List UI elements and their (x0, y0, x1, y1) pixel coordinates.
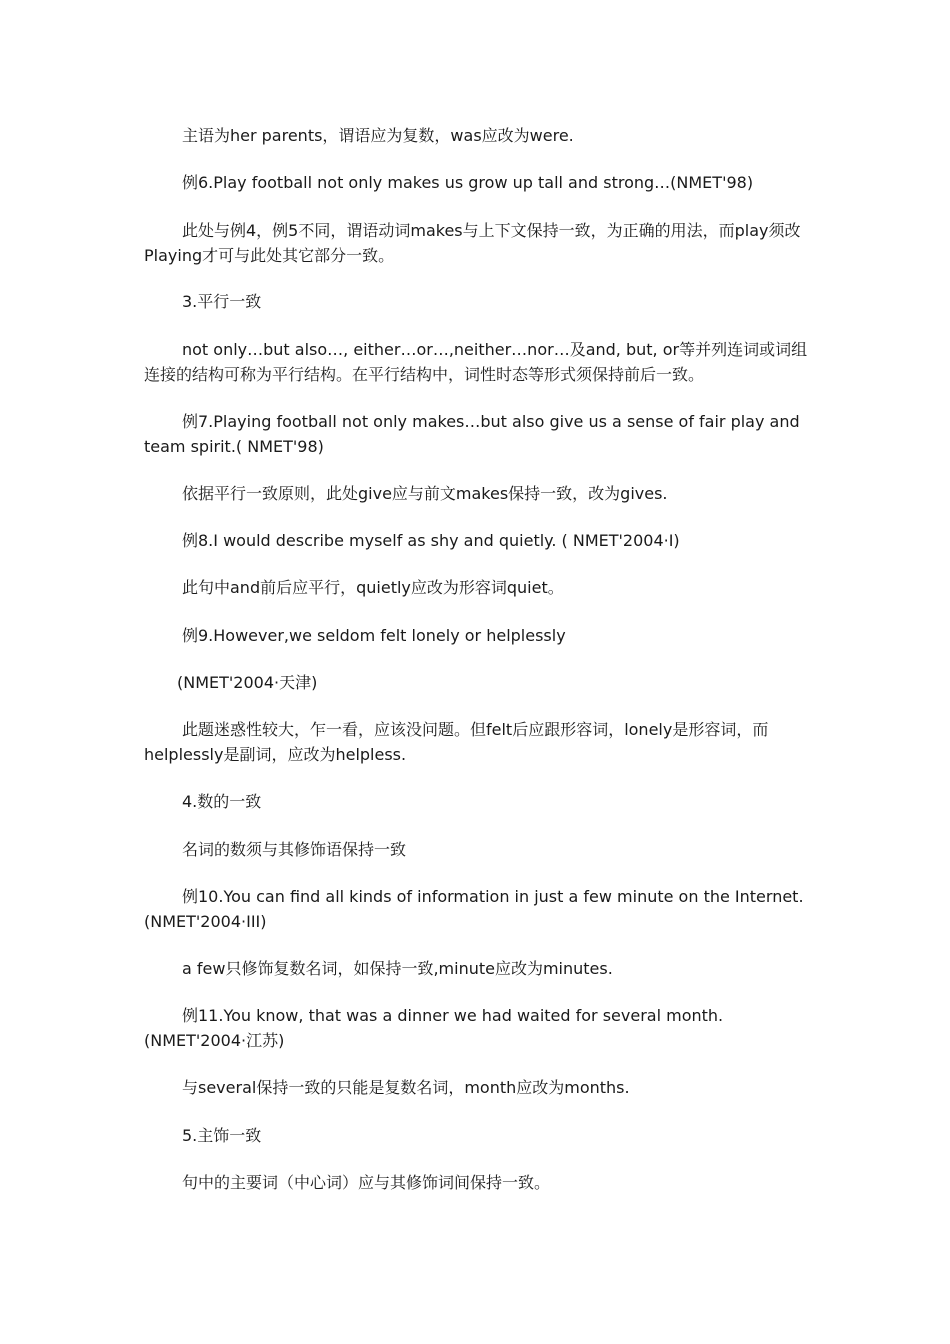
paragraph-example-9-explanation: 此题迷惑性较大，乍一看，应该没问题。但felt后应跟形容词，lonely是形容词，而helplessly是副词，应改为helpless. (144, 720, 769, 764)
paragraph-example-10: 例10.You can find all kinds of information in just a few minute on the Internet. (NMET'2004·III) (144, 887, 804, 931)
paragraph-example-7: 例7.Playing football not only makes…but also give us a sense of fair play and team spirit.( NMET'98) (144, 412, 800, 456)
paragraph-example-9: 例9.However,we seldom felt lonely or helplessly (182, 626, 566, 645)
paragraph-modifier-rule: 句中的主要词（中心词）应与其修饰词间保持一致。 (182, 1173, 551, 1192)
paragraph-example-10-explanation: a few只修饰复数名词，如保持一致,minute应改为minutes. (182, 959, 613, 978)
section-heading-modifier: 5.主饰一致 (182, 1126, 262, 1145)
paragraph-example-8: 例8.I would describe myself as shy and quietly. ( NMET'2004·I) (182, 531, 680, 550)
paragraph-number-rule: 名词的数须与其修饰语保持一致 (182, 840, 407, 859)
paragraph-example-11: 例11.You know, that was a dinner we had waited for several month.(NMET'2004·江苏) (144, 1006, 724, 1050)
paragraph-example-6: 例6.Play football not only makes us grow up tall and strong…(NMET'98) (182, 173, 754, 192)
paragraph-example-6-explanation: 此处与例4，例5不同，谓语动词makes与上下文保持一致，为正确的用法，而play须改Playing才可与此处其它部分一致。 (144, 221, 801, 265)
section-heading-number: 4.数的一致 (182, 792, 262, 811)
paragraph-example-11-explanation: 与several保持一致的只能是复数名词，month应改为months. (182, 1078, 630, 1097)
paragraph-example-8-explanation: 此句中and前后应平行，quietly应改为形容词quiet。 (182, 578, 564, 597)
paragraph-example-7-explanation: 依据平行一致原则，此处give应与前文makes保持一致，改为gives. (182, 484, 668, 503)
paragraph-subject-verb-note: 主语为her parents，谓语应为复数，was应改为were. (182, 126, 574, 145)
paragraph-example-9-source: (NMET'2004·天津) (177, 673, 318, 692)
section-heading-parallel: 3.平行一致 (182, 292, 262, 311)
paragraph-parallel-definition: not only…but also…, either…or…,neither…nor…及and, but, or等并列连词或词组连接的结构可称为平行结构。在平行结构中，词性时态等形式须保持前后一致。 (144, 340, 808, 384)
